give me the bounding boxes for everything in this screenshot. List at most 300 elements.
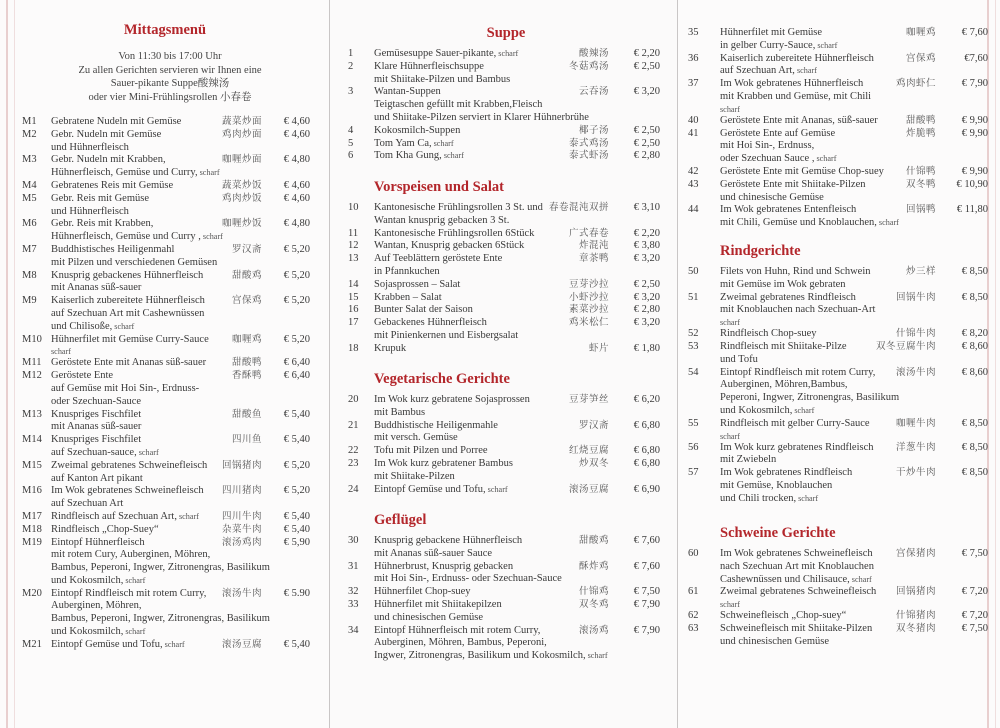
chinese-name: 洋葱牛肉 — [895, 442, 936, 453]
item-description — [348, 535, 664, 548]
item-description-text: Knuspriges Fischfilet — [51, 408, 142, 420]
item-price: € 7,50 — [961, 622, 988, 634]
spicy-note: scharf — [138, 447, 159, 457]
item-number: 4 — [348, 124, 354, 136]
item-number: 2 — [348, 60, 354, 72]
item-number: 37 — [688, 78, 699, 90]
item-description — [348, 202, 664, 215]
item-number: 36 — [688, 52, 699, 64]
item-description-text: mit versch. Gemüse — [374, 432, 458, 444]
item-number: 44 — [688, 204, 699, 216]
item-description-text: in Pfannkuchen — [374, 265, 440, 277]
item-number: 40 — [688, 114, 699, 126]
menu-item — [22, 588, 312, 639]
item-description — [348, 420, 664, 433]
chinese-name: 章茶鸭 — [578, 254, 609, 265]
item-number: 43 — [688, 178, 699, 190]
item-description-text: mit Chili, Gemüse und Knoblauchen, — [720, 217, 877, 229]
item-description-text: Kokosmilch-Suppen — [374, 124, 461, 136]
item-description — [22, 167, 312, 180]
item-number: 22 — [348, 445, 359, 457]
item-description-text: oder Szechuan Sauce , — [720, 153, 815, 165]
item-number: 3 — [348, 86, 354, 98]
item-number: M19 — [22, 536, 42, 548]
chinese-name: 双冬豆腐牛肉 — [875, 341, 936, 352]
item-number: 20 — [348, 394, 359, 405]
item-price: € 7,50 — [961, 548, 988, 559]
item-description-text: Im Wok gebratenes Rindfleisch — [720, 467, 853, 479]
item-description — [348, 112, 664, 125]
item-description — [348, 215, 664, 228]
chinese-name: 咖喱鸡 — [905, 28, 936, 38]
item-description — [348, 612, 664, 625]
menu-item — [688, 292, 988, 329]
item-description — [348, 650, 664, 663]
item-description-text: Geröstete Ente mit Shiitake-Pilzen — [720, 178, 866, 190]
chinese-name: 甜酸鸭 — [231, 358, 262, 369]
item-description — [348, 407, 664, 420]
panel-poultry-beef-pork — [678, 0, 1000, 728]
item-description — [688, 279, 988, 292]
item-description — [688, 367, 988, 380]
item-description — [348, 48, 664, 61]
item-number: 61 — [688, 586, 699, 598]
chinese-name: 酥炸鸡 — [578, 561, 609, 572]
item-number: M2 — [22, 128, 37, 140]
item-number: M11 — [22, 357, 42, 369]
chinese-name: 咖喱鸡 — [231, 334, 262, 345]
item-price: € 2,20 — [633, 48, 660, 59]
spicy-note: scharf — [498, 49, 519, 58]
item-price: € 7,60 — [633, 560, 660, 572]
menu-item — [348, 586, 664, 599]
menu-item — [348, 228, 664, 241]
item-description — [688, 574, 988, 587]
item-description-text: mit rotem Cury, Auberginen, Möhren, — [51, 549, 211, 561]
item-description — [22, 409, 312, 422]
item-number: 42 — [688, 165, 699, 177]
item-description — [348, 599, 664, 612]
item-description-text: mit Pinienkernen und Eisbergsalat — [374, 329, 519, 341]
item-price: € 6,40 — [283, 370, 310, 382]
item-description-text: Gebratenes Reis mit Gemüse — [51, 179, 174, 191]
chinese-name: 豆芽笋丝 — [568, 395, 609, 405]
item-description-text: und Chili trocken, — [720, 492, 797, 504]
item-description — [348, 548, 664, 561]
menu-item — [348, 599, 664, 625]
item-description — [348, 138, 664, 151]
item-price: € 4,80 — [283, 154, 310, 166]
item-description — [348, 586, 664, 599]
item-description — [348, 228, 664, 241]
item-number: 30 — [348, 535, 359, 546]
item-description-text: Gebr. Nudeln mit Gemüse — [51, 128, 162, 140]
item-description-text: Schweinefleisch „Chop-suey“ — [720, 610, 847, 622]
item-price: € 11,80 — [956, 204, 988, 216]
item-description-text: Geröstete Ente mit Gemüse Chop-suey — [720, 165, 884, 177]
item-description — [688, 379, 988, 392]
chinese-name: 椰子汤 — [578, 125, 609, 136]
menu-item — [688, 548, 988, 586]
spicy-note: scharf — [125, 627, 146, 637]
chinese-name: 宫保猪肉 — [895, 549, 936, 559]
intro-line: oder vier Mini-Frühlingsrollen 小春卷 — [88, 91, 252, 103]
item-description-text: Hühnerfleisch, Gemüse und Curry, — [51, 167, 198, 179]
item-description-text: nach Szechuan Art mit Knoblauchen — [720, 560, 874, 572]
item-description-text: Bambus, Peperoni, Ingwer, Zitronengras, Basilikum — [51, 613, 270, 625]
menu-item — [22, 537, 312, 588]
chinese-name: 泰式鸡汤 — [568, 138, 609, 149]
chinese-name: 云吞汤 — [578, 87, 609, 98]
item-description-text: Auberginen, Möhren, — [51, 600, 142, 612]
item-price: € 2,20 — [633, 227, 660, 239]
item-number: M6 — [22, 218, 37, 230]
spicy-note: scharf — [817, 40, 838, 50]
item-description — [22, 218, 312, 231]
item-description-text: Geröstete Ente auf Gemüse — [720, 127, 836, 139]
item-description-text: Ingwer, Zitronengras, Basilikum und Kokosmilch, — [374, 650, 586, 662]
item-number: 63 — [688, 622, 699, 634]
chinese-name: 罗汉斋 — [578, 420, 609, 431]
item-description-text: mit Gemüse, Knoblauchen — [720, 479, 833, 491]
item-price: € 3,20 — [633, 291, 660, 303]
item-description — [348, 292, 664, 305]
chinese-name: 鸡肉虾仁 — [895, 79, 936, 90]
item-description — [688, 586, 988, 599]
item-number: 50 — [688, 266, 699, 277]
item-description-text: mit Krabben und Gemüse, mit Chili — [720, 90, 872, 102]
item-description — [688, 128, 988, 141]
menu-item — [348, 61, 664, 87]
chinese-name: 泰式虾汤 — [568, 151, 609, 162]
item-price: € 8,50 — [961, 291, 988, 303]
item-description — [688, 27, 988, 40]
menu-item — [688, 367, 988, 418]
item-description-text: Knusprig gebackene Hühnerfleisch — [374, 535, 523, 546]
item-number: M5 — [22, 192, 37, 204]
item-description — [22, 421, 312, 434]
item-description — [688, 623, 988, 636]
item-price: € 9,90 — [961, 114, 988, 126]
menu-item — [22, 434, 312, 460]
item-number: 11 — [348, 227, 359, 239]
item-description — [22, 334, 312, 347]
spicy-note: scharf — [794, 405, 815, 415]
item-price: € 1,80 — [633, 342, 660, 354]
item-description — [22, 142, 312, 155]
item-description — [22, 434, 312, 447]
chinese-name: 干炒牛肉 — [895, 468, 936, 479]
spicy-note: scharf — [851, 574, 872, 584]
item-description-text: Im Wok gebratenes Schweinefleisch — [720, 548, 873, 559]
chinese-name: 炒三样 — [905, 267, 936, 277]
chinese-name: 滚汤豆腐 — [568, 484, 609, 495]
menu-item — [348, 343, 664, 356]
menu-item — [348, 150, 664, 163]
item-description — [22, 282, 312, 295]
item-description — [22, 129, 312, 142]
chinese-name: 杂菜牛肉 — [221, 524, 262, 535]
menu-item — [22, 218, 312, 244]
item-price: € 8,50 — [961, 266, 988, 277]
menu-item — [22, 639, 312, 652]
item-description-text: und Hühnerfleisch — [51, 205, 129, 217]
item-price: € 6,80 — [633, 457, 660, 469]
item-price: € 6,20 — [633, 394, 660, 405]
menu-section — [348, 371, 664, 496]
chinese-name: 甜酸鸡 — [578, 536, 609, 546]
item-description-text: Eintopf Gemüse und Tofu, — [374, 483, 486, 495]
item-number: M16 — [22, 485, 42, 497]
item-price: € 6,40 — [283, 357, 310, 369]
item-description-text: Gebr. Reis mit Gemüse — [51, 192, 149, 204]
menu-item — [688, 623, 988, 649]
item-number: 24 — [348, 483, 359, 495]
item-description-text: Peperoni, Ingwer, Zitronengras, Basilikum — [720, 392, 900, 404]
item-description-text: mit Ananas süß-sauer Sauce — [374, 547, 493, 559]
item-number: M18 — [22, 523, 42, 535]
item-description-text: mit Hoi Sin-, Erdnuss- oder Szechuan-Sauce — [374, 573, 562, 585]
item-description — [688, 467, 988, 480]
item-description — [688, 204, 988, 217]
item-description-text: Im Wok kurz gebratene Sojasprossen — [374, 394, 530, 405]
item-description-text: und Shiitake-Pilzen serviert in Klarer Hühnerbrühe — [374, 111, 589, 123]
item-description-text: Rindfleisch Chop-suey — [720, 328, 817, 340]
item-description — [688, 292, 988, 305]
item-description — [348, 637, 664, 650]
item-description-text: Eintopf Rindfleisch mit rotem Curry, — [720, 366, 876, 378]
spicy-note: scharf — [199, 168, 220, 178]
menu-item — [688, 166, 988, 179]
item-description — [348, 86, 664, 99]
chinese-name: 回锅牛肉 — [895, 292, 936, 303]
menu-section — [348, 512, 664, 663]
item-number: M15 — [22, 459, 42, 471]
item-description-text: Gebr. Reis mit Krabben, — [51, 218, 154, 230]
item-price: € 8,60 — [961, 366, 988, 378]
item-description-text: Geröstete Ente — [51, 370, 114, 382]
item-description-text: Kaiserlich zubereitete Hühnerfleisch — [51, 295, 205, 307]
menu-item — [348, 458, 664, 484]
item-description — [688, 548, 988, 561]
chinese-name: 炸混沌 — [578, 241, 609, 252]
chinese-name: 回锅猪肉 — [895, 587, 936, 598]
spicy-note: scharf — [202, 232, 223, 242]
item-number: 52 — [688, 328, 699, 340]
chinese-name: 酸辣汤 — [578, 49, 609, 59]
item-description-text: Bunter Salat der Saison — [374, 304, 473, 316]
menu-item — [688, 179, 988, 205]
item-description-text: und Hühnerfleisch — [51, 141, 129, 153]
item-price: € 4,80 — [283, 218, 310, 230]
item-description-text: Hühnerfilet Chop-suey — [374, 586, 471, 598]
item-description-text: Eintopf Rindfleisch mit rotem Curry, — [51, 587, 207, 599]
spicy-note: scharf — [798, 493, 819, 503]
spicy-note: scharf — [816, 154, 837, 164]
item-price: € 5,40 — [283, 434, 310, 446]
spicy-note: scharf — [720, 600, 741, 610]
item-description — [22, 473, 312, 486]
item-description-text: Sojasprossen – Salat — [374, 278, 461, 290]
decorative-border — [6, 0, 15, 728]
item-description-text: Gebackenes Hühnerfleisch — [374, 317, 487, 329]
item-description-text: Wantan, Knusprig gebacken 6Stück — [374, 240, 525, 252]
item-description — [22, 613, 312, 626]
item-price: € 9,90 — [961, 127, 988, 139]
item-description — [22, 308, 312, 321]
spicy-note: scharf — [114, 321, 135, 331]
item-number: M13 — [22, 408, 42, 420]
item-number: 18 — [348, 342, 359, 354]
item-description-text: auf Kanton Art pikant — [51, 472, 143, 484]
item-description-text: mit Shiitake-Pilzen und Bambus — [374, 73, 511, 85]
item-description — [22, 511, 312, 524]
item-description-text: Gebr. Nudeln mit Krabben, — [51, 154, 166, 166]
item-description — [22, 295, 312, 308]
item-description-text: Wantan knusprig gebacken 3 St. — [374, 214, 510, 226]
item-description-text: mit Ananas süß-sauer — [51, 282, 142, 294]
item-number: 54 — [688, 366, 699, 378]
item-price: € 7,90 — [961, 78, 988, 90]
item-description-text: Buddhistisches Heiligenmahl — [51, 243, 175, 255]
item-description — [22, 396, 312, 409]
item-description-text: Eintopf Hühnerfleisch mit rotem Curry, — [374, 624, 541, 636]
chinese-name: 什锦牛肉 — [895, 329, 936, 340]
menu-item — [348, 535, 664, 561]
item-description — [688, 610, 988, 623]
item-description-text: Krupuk — [374, 342, 407, 354]
item-description-text: mit Pilzen und verschiedenen Gemüsen — [51, 256, 218, 268]
item-price: € 7,20 — [961, 610, 988, 622]
item-price: € 7,20 — [961, 586, 988, 598]
item-price: € 8,50 — [961, 441, 988, 453]
item-description — [688, 636, 988, 649]
chinese-name: 广式春卷 — [568, 228, 609, 239]
item-description — [22, 588, 312, 601]
spicy-note: scharf — [796, 66, 817, 76]
chinese-name: 咖喱炒面 — [221, 155, 262, 166]
chinese-name: 甜酸鸡 — [231, 270, 262, 281]
menu-item — [348, 625, 664, 663]
menu-item — [22, 154, 312, 180]
item-description-text: Rindfleisch mit gelber Curry-Sauce — [720, 417, 870, 429]
item-number: 15 — [348, 291, 359, 303]
item-price: € 4,60 — [283, 179, 310, 191]
item-description — [688, 166, 988, 179]
chinese-name: 双冬猪肉 — [895, 623, 936, 634]
spicy-note: scharf — [587, 651, 608, 661]
item-price: € 5,40 — [283, 510, 310, 522]
item-description — [22, 270, 312, 283]
menu-item — [348, 484, 664, 497]
chinese-name: 什锦鸭 — [905, 166, 936, 177]
menu-item — [688, 328, 988, 341]
item-description-text: Geröstete Ente mit Ananas, süß-sauer — [720, 114, 878, 126]
item-description-text: und Kokosmilch, — [720, 404, 793, 416]
item-description — [22, 639, 312, 652]
item-number: 32 — [348, 586, 359, 598]
item-price: € 5,20 — [283, 485, 310, 497]
item-price: € 8,60 — [961, 340, 988, 352]
spicy-note: scharf — [164, 639, 185, 649]
section-item-list — [348, 48, 664, 163]
item-price: € 5,20 — [283, 295, 310, 307]
item-price: € 5,40 — [283, 523, 310, 535]
item-number: M17 — [22, 510, 42, 522]
spicy-note: scharf — [125, 575, 146, 585]
chinese-name: 宫保鸡 — [231, 296, 262, 307]
item-description — [22, 116, 312, 129]
item-description-text: Auberginen, Möhren, Bambus, Peperoni, — [374, 637, 547, 649]
item-price: € 10,90 — [956, 178, 988, 190]
item-price: € 5,20 — [283, 333, 310, 345]
spicy-note: scharf — [720, 104, 741, 114]
item-description-text: Im Wok kurz gebratener Bambus — [374, 457, 513, 469]
chinese-name: 四川鱼 — [231, 435, 262, 446]
item-price: € 7,60 — [633, 535, 660, 546]
item-description — [348, 471, 664, 484]
item-number: M10 — [22, 333, 42, 345]
chinese-name: 滚汤牛肉 — [895, 367, 936, 378]
item-description-text: Buddhistische Heiligenmahle — [374, 419, 498, 431]
intro-line: Zu allen Gerichten servieren wir Ihnen eine — [78, 64, 262, 76]
item-description-text: und Tofu — [720, 353, 758, 365]
item-price: € 4,60 — [283, 192, 310, 204]
item-description-text: Schweinefleisch mit Shiitake-Pilzen — [720, 622, 873, 634]
item-number: M21 — [22, 638, 42, 650]
menu-item — [22, 193, 312, 219]
menu-item — [348, 125, 664, 138]
intro-line: Sauer-pikante Suppe酸辣汤 — [110, 78, 230, 89]
item-number: 55 — [688, 417, 699, 429]
item-description-text: Zweimal gebratenes Rindfleisch — [720, 291, 856, 303]
item-price: € 5,90 — [283, 536, 310, 548]
item-description — [688, 442, 988, 455]
item-number: 33 — [348, 598, 359, 610]
section-title: Vegetarische Gerichte — [374, 371, 510, 387]
chinese-name: 滚汤牛肉 — [221, 588, 262, 599]
section-item-list — [688, 548, 988, 649]
chinese-name: 双冬鸭 — [905, 179, 936, 190]
item-number: 35 — [688, 27, 699, 38]
item-description — [22, 206, 312, 219]
item-number: 12 — [348, 240, 359, 252]
item-description — [348, 279, 664, 292]
item-description-text: Rindfleisch „Chop-Suey“ — [51, 523, 159, 535]
chinese-name: 鸡米松仁 — [568, 318, 609, 329]
menu-item — [348, 561, 664, 587]
panel-lunch-menu — [0, 0, 330, 728]
menu-item — [22, 180, 312, 193]
item-description — [688, 140, 988, 153]
item-description-text: Hühnerfilet mit Gemüse — [720, 27, 823, 38]
section-title: Schweine Gerichte — [720, 525, 836, 541]
lunch-menu-title: Mittagsmenü — [123, 22, 207, 38]
poultry-continued-list — [688, 27, 988, 230]
item-description — [688, 405, 988, 418]
chinese-name: 宫保鸡 — [905, 53, 936, 64]
chinese-name: 香酥鸭 — [231, 371, 262, 382]
item-description-text: und chinesische Gemüse — [720, 191, 824, 203]
spicy-note: scharf — [878, 218, 899, 228]
menu-item — [22, 460, 312, 486]
chinese-name: 炒双冬 — [578, 458, 609, 469]
chinese-name: 回锅猪肉 — [221, 460, 262, 471]
item-price: € 3,20 — [633, 253, 660, 265]
item-number: 51 — [688, 291, 699, 303]
item-description — [688, 480, 988, 493]
menu-section — [348, 25, 664, 163]
